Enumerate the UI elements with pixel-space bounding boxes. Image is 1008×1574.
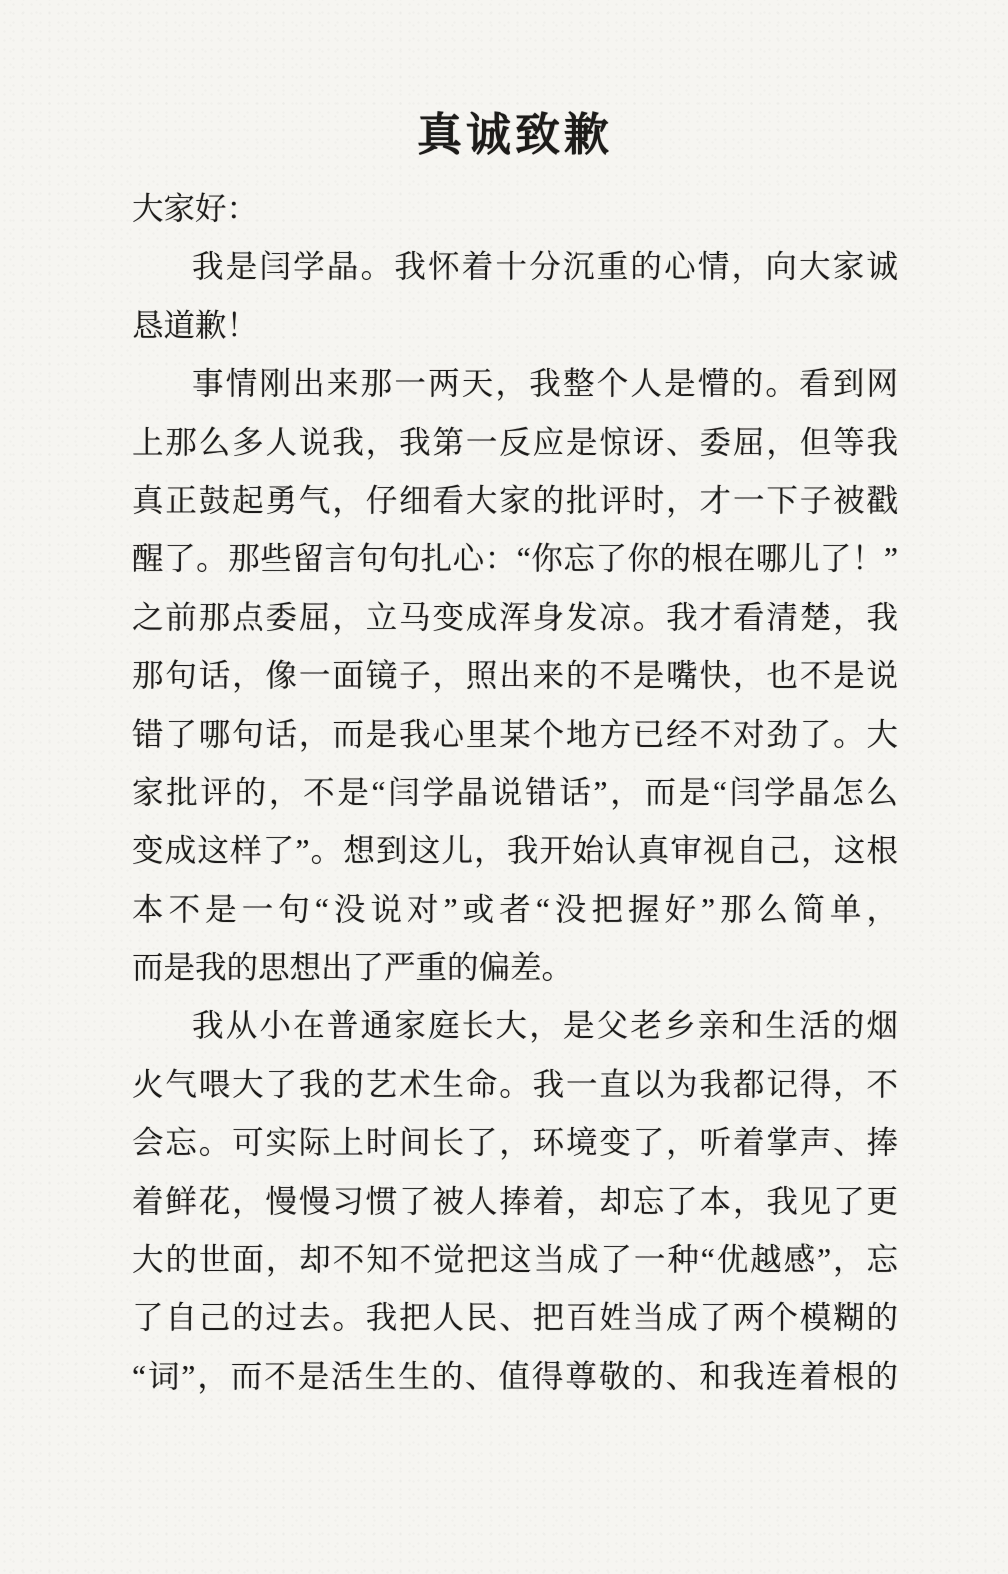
text-line: 大的世面，却不知不觉把这当成了一种“优越感”，忘	[132, 1242, 898, 1278]
text-line: 醒了。那些留言句句扎心：“你忘了你的根在哪儿了！”	[132, 541, 898, 577]
paragraph	[132, 355, 898, 997]
text-line: 我是闫学晶。我怀着十分沉重的心情，向大家诚	[192, 249, 898, 285]
text-line: 火气喂大了我的艺术生命。我一直以为我都记得，不	[132, 1066, 898, 1102]
document-title: 真诚致歉	[416, 110, 613, 160]
text-line: 家批评的，不是“闫学晶说错话”，而是“闫学晶怎么	[132, 774, 898, 810]
text-line: 本不是一句“没说对”或者“没把握好”那么简单，	[132, 891, 898, 927]
salutation-line: 大家好：	[132, 191, 259, 226]
scanned-letter-page	[0, 110, 1008, 1574]
text-line: 事情刚出来那一两天，我整个人是懵的。看到网	[192, 366, 898, 402]
text-line: 上那么多人说我，我第一反应是惊讶、委屈，但等我	[132, 424, 898, 460]
paragraph	[132, 997, 898, 1406]
text-line: “词”，而不是活生生的、值得尊敬的、和我连着根的	[132, 1358, 898, 1394]
letter-body	[132, 180, 898, 1406]
text-line: 我从小在普通家庭长大，是父老乡亲和生活的烟	[192, 1008, 898, 1044]
text-line: 变成这样了”。想到这儿，我开始认真审视自己，这根	[132, 833, 898, 869]
text-line: 那句话，像一面镜子，照出来的不是嘴快，也不是说	[132, 658, 898, 694]
text-line: 了自己的过去。我把人民、把百姓当成了两个模糊的	[132, 1300, 898, 1336]
text-line: 会忘。可实际上时间长了，环境变了，听着掌声、捧	[132, 1125, 898, 1161]
text-line: 恳道歉！	[132, 307, 259, 343]
text-line: 之前那点委屈，立马变成浑身发凉。我才看清楚，我	[132, 599, 898, 635]
text-line: 错了哪句话，而是我心里某个地方已经不对劲了。大	[132, 716, 898, 752]
paragraph	[132, 238, 898, 355]
text-line: 而是我的思想出了严重的偏差。	[132, 950, 574, 986]
text-line: 着鲜花，慢慢习惯了被人捧着，却忘了本，我见了更	[132, 1183, 898, 1219]
text-line: 真正鼓起勇气，仔细看大家的批评时，才一下子被戳	[132, 482, 898, 518]
